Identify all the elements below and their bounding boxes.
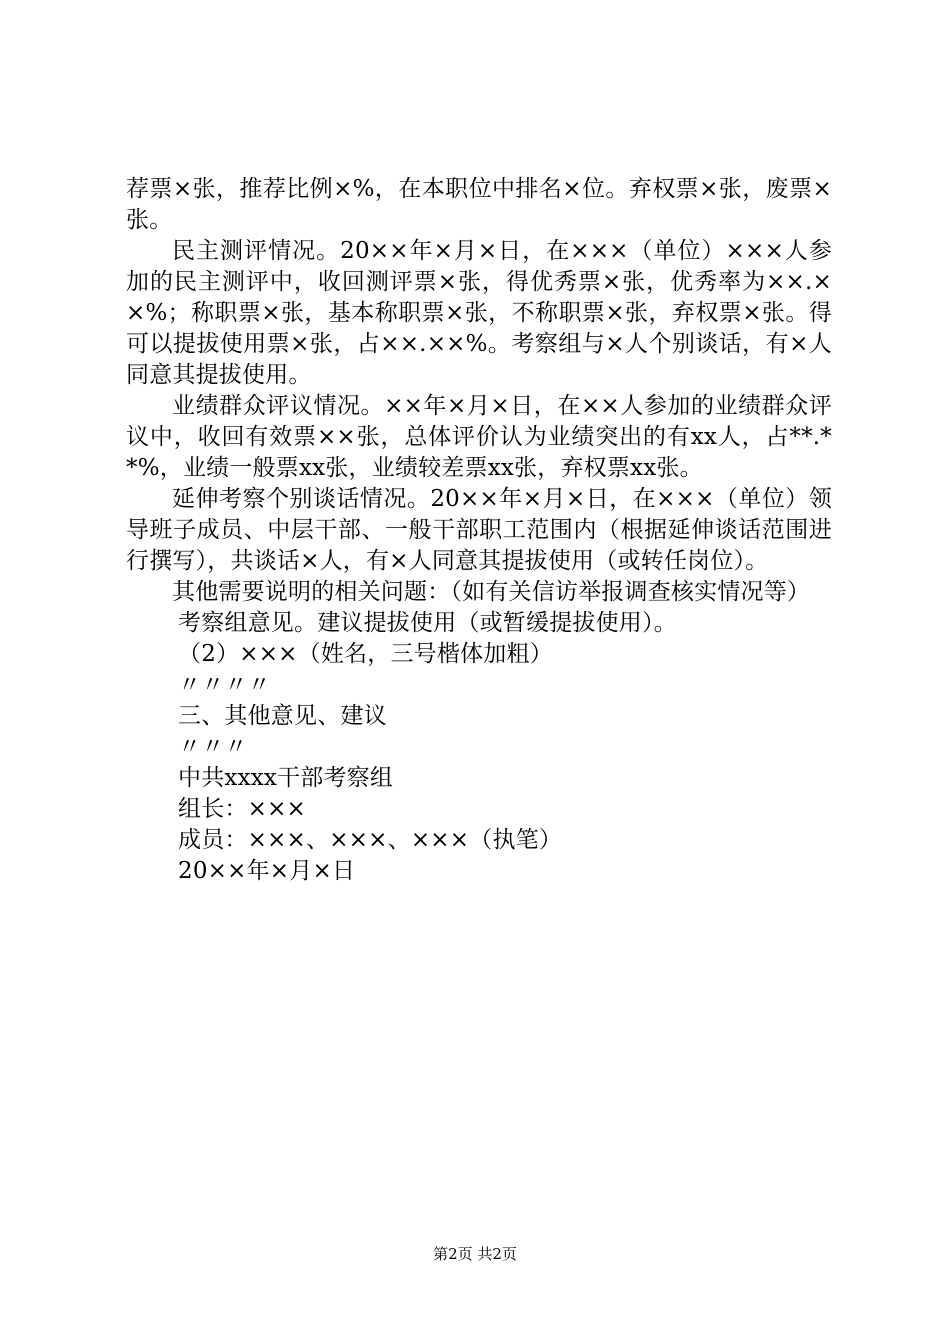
ditto-marks-1: 〃〃〃〃 <box>178 672 271 698</box>
paragraph-democratic-evaluation: 民主测评情况。20××年×月×日，在×××（单位）×××人参加的民主测评中，收回测评票×张，得优秀票×张，优秀率为××.××%；称职票×张，基本称职票×张，不称职票×张，弃权票×张。得可以提拔使用票×张，占××.××%。考察组与×人个别谈话，有×人同意其提拔使用。 <box>126 238 832 388</box>
signature-team-leader: 组长：××× <box>178 796 307 822</box>
document-body <box>126 174 832 887</box>
paragraph-team-opinion: 考察组意见。建议提拔使用（或暂缓提拔使用）。 <box>178 610 677 636</box>
signature-team-members: 成员：×××、×××、×××（执笔） <box>178 827 563 853</box>
section-heading-other-opinions: 三、其他意见、建议 <box>178 703 387 729</box>
paragraph-other-issues: 其他需要说明的相关问题：（如有关信访举报调查核实情况等） <box>172 579 811 605</box>
ditto-marks-2: 〃〃〃 <box>178 734 248 760</box>
paragraph-candidate-2: （2）×××（姓名，三号楷体加粗） <box>178 641 553 667</box>
paragraph-extended-interview: 延伸考察个别谈话情况。20××年×月×日，在×××（单位）领导班子成员、中层干部、一般干部职工范围内（根据延伸谈话范围进行撰写），共谈话×人，有×人同意其提拔使用（或转任岗位）。 <box>126 486 832 574</box>
signature-organization: 中共xxxx干部考察组 <box>178 765 394 791</box>
page-number-footer: 第2页 共2页 <box>433 1245 517 1263</box>
signature-date: 20××年×月×日 <box>178 858 356 884</box>
paragraph-vote-result: 荐票×张，推荐比例×%，在本职位中排名×位。弃权票×张，废票×张。 <box>126 176 832 233</box>
paragraph-performance-review: 业绩群众评议情况。××年×月×日，在××人参加的业绩群众评议中，收回有效票××张，总体评价认为业绩突出的有xx人，占**.**%，业绩一般票xx张，业绩较差票xx张，弃权票xx张。 <box>126 393 832 481</box>
